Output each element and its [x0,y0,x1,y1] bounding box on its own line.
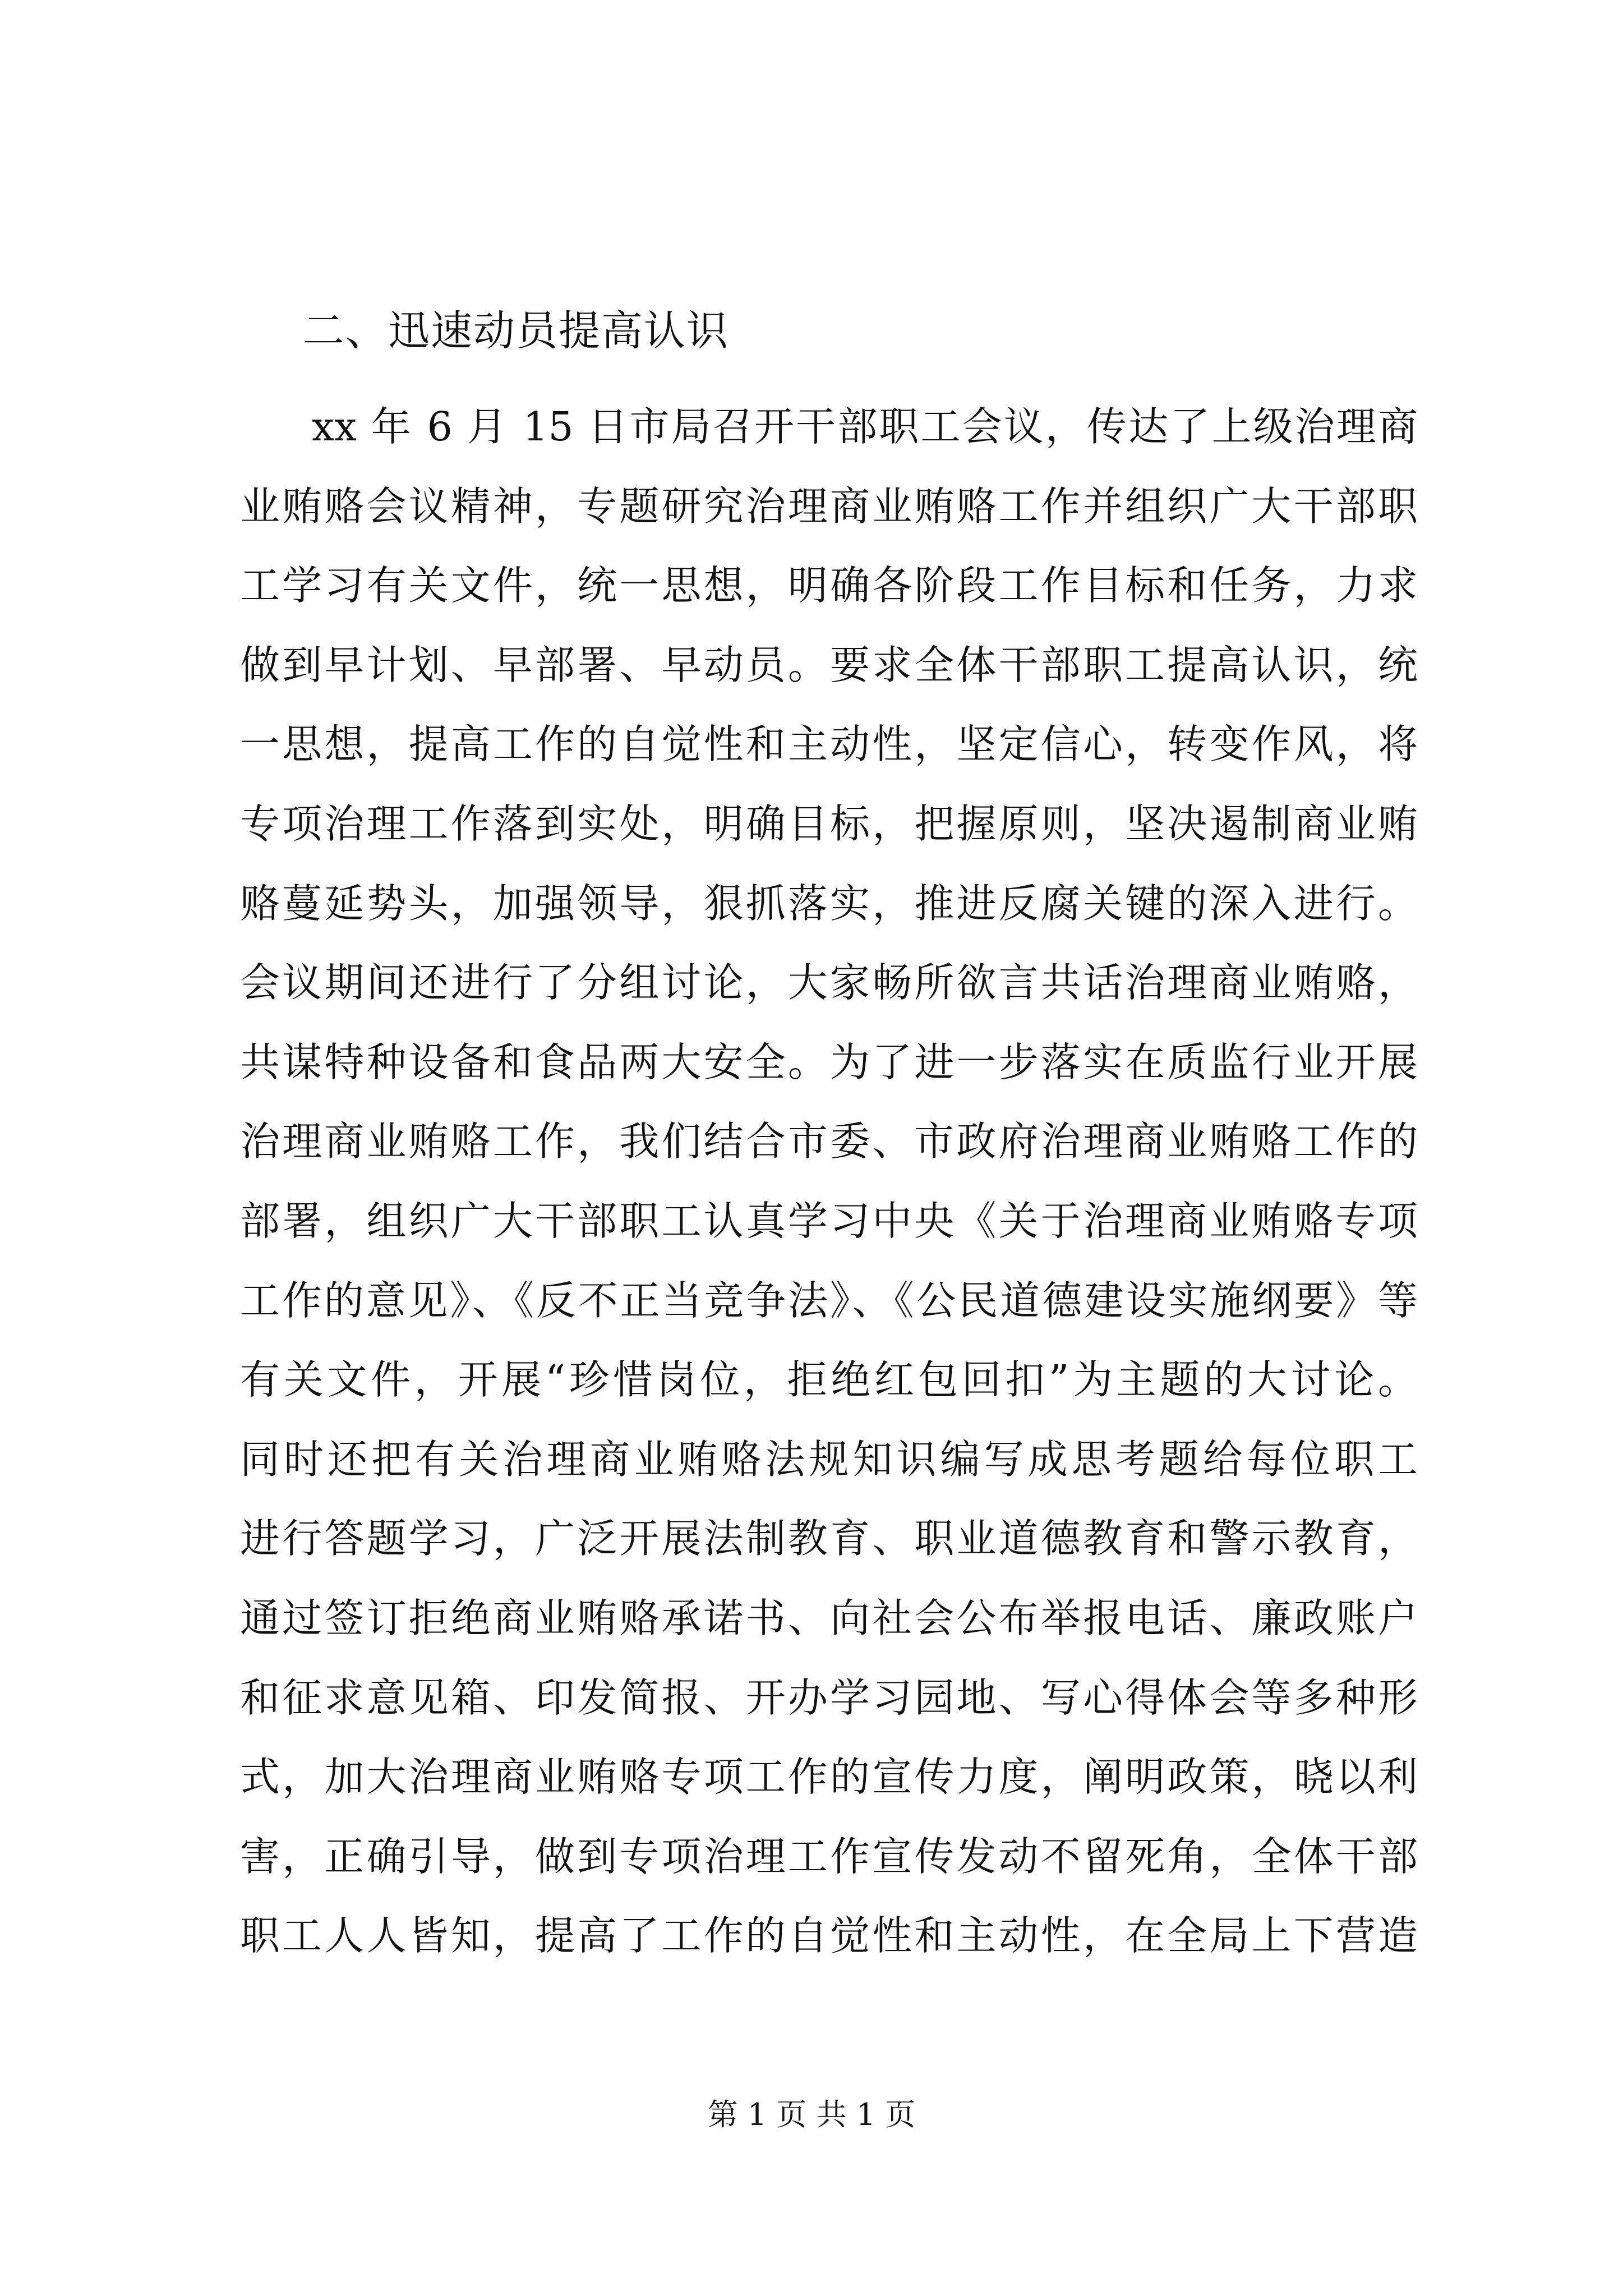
paragraph-line: 赂蔓延势头，加强领导，狠抓落实，推进反腐关键的深入进行。 [240,880,1418,927]
paragraph-line: 式，加大治理商业贿赂专项工作的宣传力度，阐明政策，晓以利 [240,1754,1418,1801]
paragraph-line: 通过签订拒绝商业贿赂承诺书、向社会公布举报电话、廉政账户 [240,1594,1418,1641]
paragraph-line: 治理商业贿赂工作，我们结合市委、市政府治理商业贿赂工作的 [240,1118,1418,1165]
section-heading: 二、迅速动员提高认识 [303,307,729,355]
paragraph-line: 进行答题学习，广泛开展法制教育、职业道德教育和警示教育， [240,1515,1418,1562]
paragraph-line: 部署，组织广大干部职工认真学习中央《关于治理商业贿赂专项 [240,1197,1418,1244]
paragraph-line: 工学习有关文件，统一思想，明确各阶段工作目标和任务，力求 [240,562,1418,609]
paragraph-line: 会议期间还进行了分组讨论，大家畅所欲言共话治理商业贿赂， [240,959,1418,1006]
paragraph-line: 做到早计划、早部署、早动员。要求全体干部职工提高认识，统 [240,641,1418,688]
paragraph-line: 和征求意见箱、印发简报、开办学习园地、写心得体会等多种形 [240,1674,1418,1721]
paragraph-line: xx 年 6 月 15 日市局召开干部职工会议，传达了上级治理商 [312,403,1418,450]
paragraph-line: 职工人人皆知，提高了工作的自觉性和主动性，在全局上下营造 [240,1912,1418,1959]
paragraph-line: 工作的意见》、《反不正当竞争法》、《公民道德建设实施纲要》等 [240,1277,1418,1324]
paragraph-line: 共谋特种设备和食品两大安全。为了进一步落实在质监行业开展 [240,1038,1418,1085]
body-paragraph [240,387,1418,1976]
paragraph-line: 一思想，提高工作的自觉性和主动性，坚定信心，转变作风，将 [240,721,1418,768]
paragraph-line: 专项治理工作落到实处，明确目标，把握原则，坚决遏制商业贿 [240,800,1418,847]
paragraph-line: 害，正确引导，做到专项治理工作宣传发动不留死角，全体干部 [240,1833,1418,1880]
paragraph-line: 业贿赂会议精神，专题研究治理商业贿赂工作并组织广大干部职 [240,482,1418,530]
paragraph-line: 有关文件，开展“珍惜岗位，拒绝红包回扣”为主题的大讨论。 [240,1356,1418,1404]
paragraph-line: 同时还把有关治理商业贿赂法规知识编写成思考题给每位职工 [240,1435,1418,1483]
page-footer: 第 1 页 共 1 页 [707,2097,916,2132]
